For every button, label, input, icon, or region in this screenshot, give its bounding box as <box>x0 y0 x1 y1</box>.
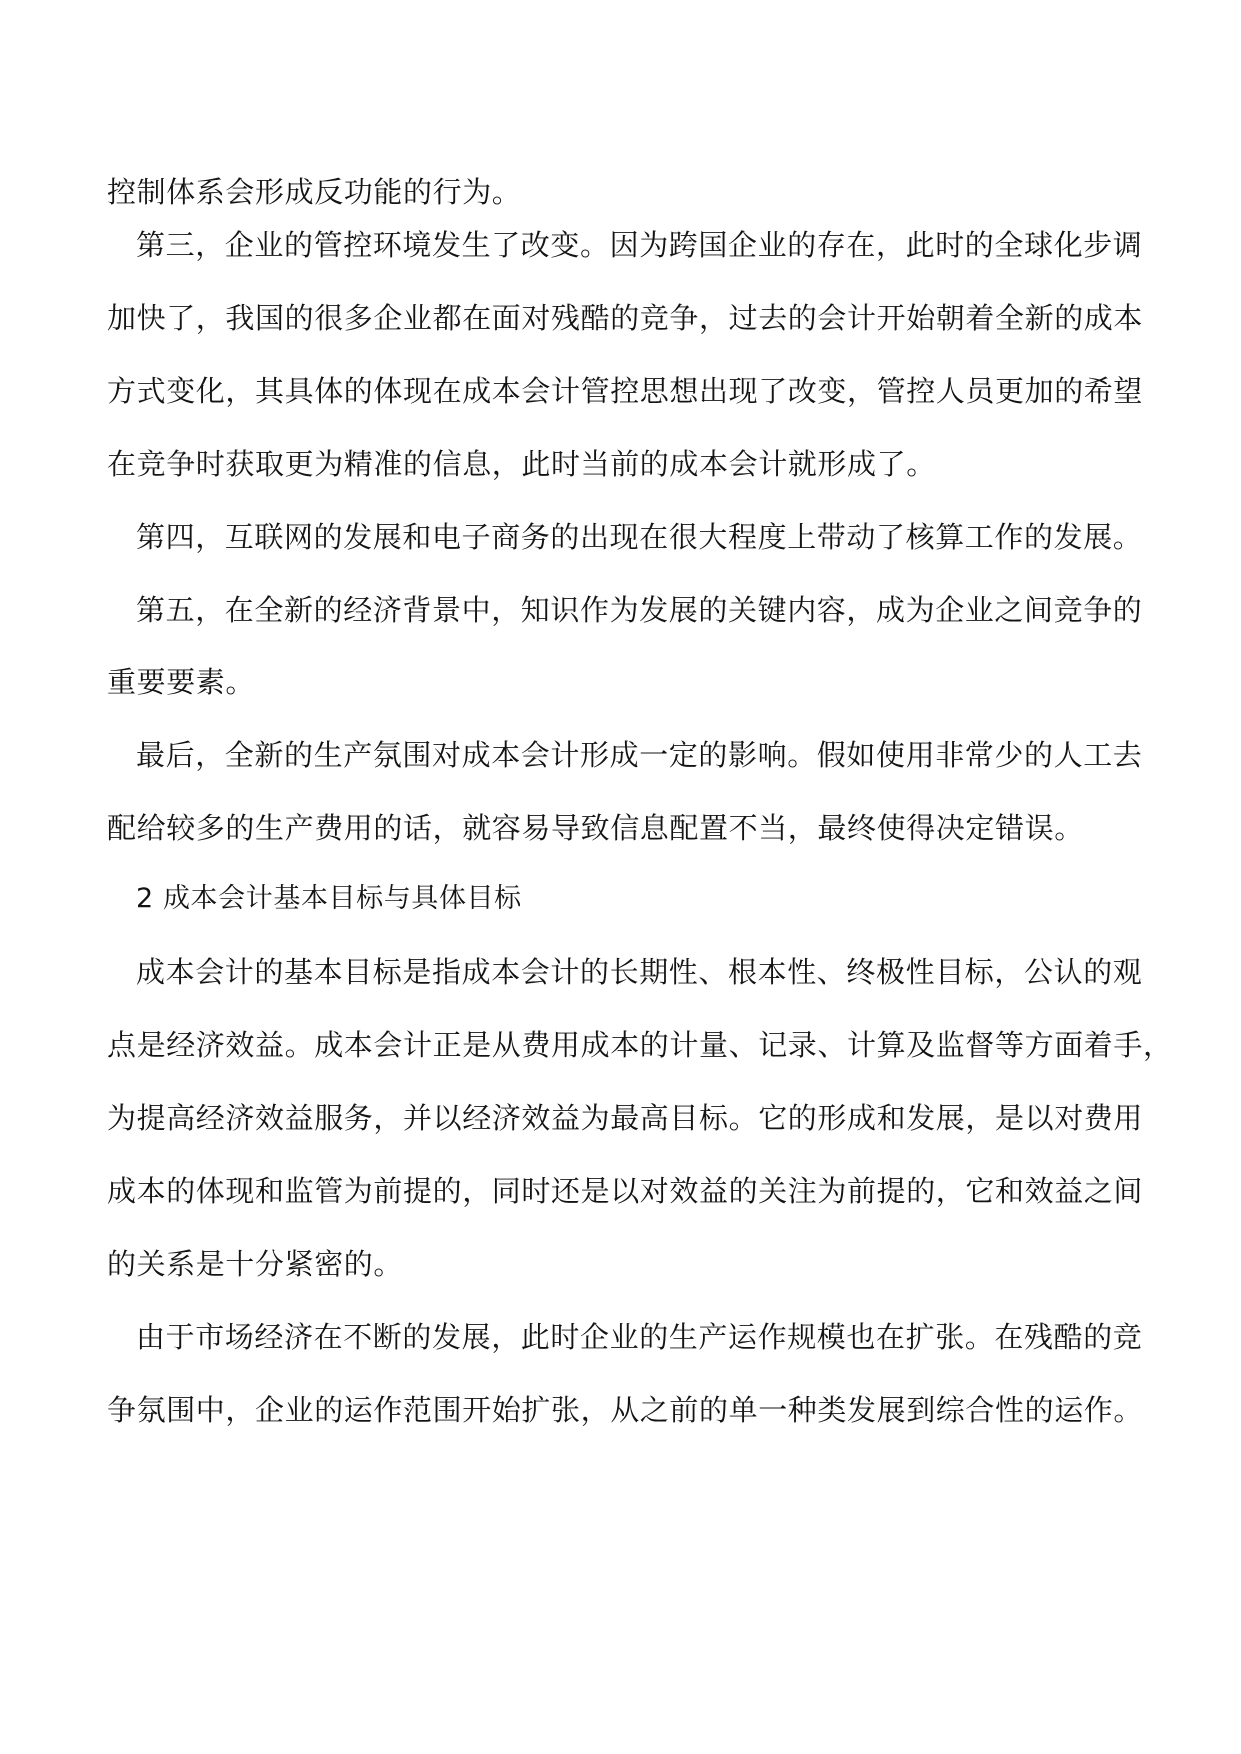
text-line: 成本的体现和监管为前提的，同时还是以对效益的关注为前提的，它和效益之间 <box>107 1174 1144 1208</box>
paragraph-first-line: 最后，全新的生产氛围对成本会计形成一定的影响。假如使用非常少的人工去 <box>136 738 1143 772</box>
paragraph-first-line: 第三，企业的管控环境发生了改变。因为跨国企业的存在，此时的全球化步调 <box>136 228 1143 262</box>
text-line: 争氛围中，企业的运作范围开始扩张，从之前的单一种类发展到综合性的运作。 <box>107 1393 1144 1427</box>
text-line: 配给较多的生产费用的话，就容易导致信息配置不当，最终使得决定错误。 <box>107 811 1084 845</box>
paragraph-first-line: 第五，在全新的经济背景中，知识作为发展的关键内容，成为企业之间竞争的 <box>136 593 1143 627</box>
text-line: 加快了，我国的很多企业都在面对残酷的竞争，过去的会计开始朝着全新的成本 <box>107 301 1144 335</box>
section-heading: 2 成本会计基本目标与具体目标 <box>136 883 522 914</box>
text-line: 重要要素。 <box>107 665 256 699</box>
text-line: 控制体系会形成反功能的行为。 <box>107 175 522 209</box>
paragraph-first-line: 由于市场经济在不断的发展，此时企业的生产运作规模也在扩张。在残酷的竞 <box>136 1320 1143 1354</box>
paragraph-first-line: 成本会计的基本目标是指成本会计的长期性、根本性、终极性目标，公认的观 <box>136 955 1143 989</box>
text-line: 点是经济效益。成本会计正是从费用成本的计量、记录、计算及监督等方面着手， <box>107 1028 1173 1062</box>
text-line: 为提高经济效益服务，并以经济效益为最高目标。它的形成和发展，是以对费用 <box>107 1101 1144 1135</box>
text-line: 方式变化，其具体的体现在成本会计管控思想出现了改变，管控人员更加的希望 <box>107 374 1144 408</box>
text-line: 在竞争时获取更为精准的信息，此时当前的成本会计就形成了。 <box>107 447 936 481</box>
text-line: 的关系是十分紧密的。 <box>107 1247 404 1281</box>
paragraph-first-line: 第四，互联网的发展和电子商务的出现在很大程度上带动了核算工作的发展。 <box>136 520 1143 554</box>
